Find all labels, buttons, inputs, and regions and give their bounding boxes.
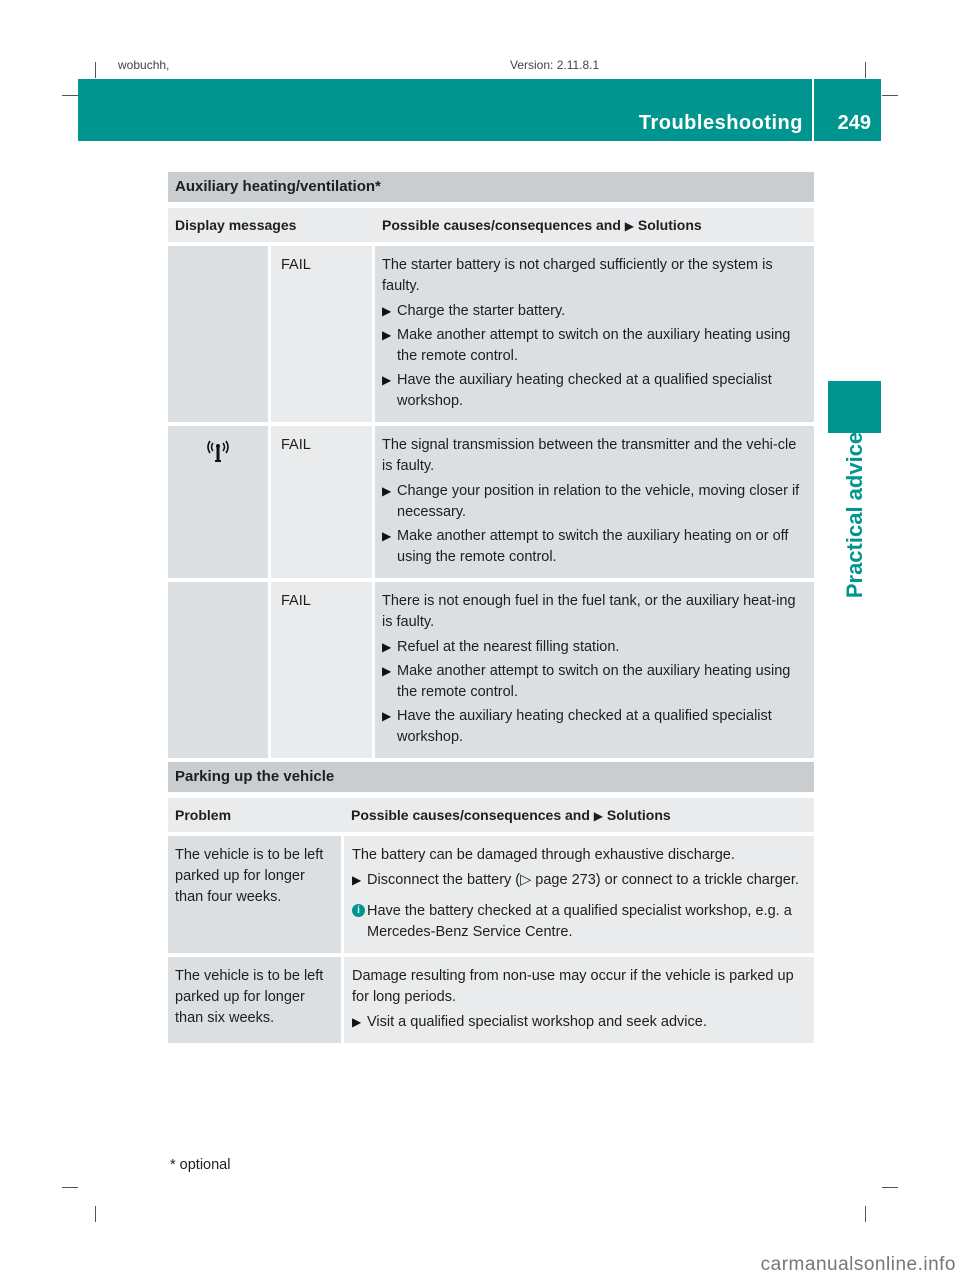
display-icon-cell <box>168 426 271 582</box>
steps-list <box>382 481 808 568</box>
step-item: ▶ Make another attempt to switch on the auxiliary heating using the remote control. <box>382 327 791 364</box>
print-meta-left: wobuchh, <box>118 58 170 72</box>
step-item: ▶ Make another attempt to switch on the auxiliary heating using the remote control. <box>382 663 791 700</box>
step-item: ▶ Charge the starter battery. <box>382 301 808 322</box>
section-title: Parking up the vehicle <box>168 762 814 792</box>
cause-text: There is not enough fuel in the fuel tank, or the auxiliary heat-ing is faulty. <box>382 593 796 630</box>
cause-text: The starter battery is not charged sufficiently or the system is faulty. <box>382 257 773 294</box>
table-row <box>168 582 814 762</box>
crop-mark <box>62 1187 78 1188</box>
crop-mark <box>95 1206 96 1222</box>
display-message: FAIL <box>271 426 375 582</box>
crop-mark <box>882 95 898 96</box>
aux-heating-table <box>168 208 814 762</box>
crop-mark <box>865 62 866 78</box>
arrow-icon: ▶ <box>382 529 392 543</box>
table-header-row <box>168 208 814 246</box>
solution-cell <box>375 582 814 762</box>
column-header-solutions <box>344 798 814 836</box>
page-number: 249 <box>837 112 871 134</box>
table-row <box>168 246 814 426</box>
info-note: i Have the battery checked at a qualified specialist workshop, e.g. a Mercedes-Benz Service Centre. <box>352 901 808 943</box>
column-header-solutions <box>375 208 814 246</box>
cause-text: The battery can be damaged through exhaustive discharge. <box>352 847 735 863</box>
problem-cell: The vehicle is to be left parked up for longer than four weeks. <box>168 836 344 957</box>
solution-cell <box>375 246 814 426</box>
column-header-text: Possible causes/consequences and <box>382 217 621 233</box>
step-item: ▶ Have the auxiliary heating checked at a qualified specialist workshop. <box>382 372 772 409</box>
column-header-problem: Problem <box>168 798 344 836</box>
cause-text: The signal transmission between the transmitter and the vehi-cle is faulty. <box>382 437 797 474</box>
display-message: FAIL <box>271 582 375 762</box>
table-header-row <box>168 798 814 836</box>
display-icon-cell <box>168 246 271 426</box>
display-icon-cell <box>168 582 271 762</box>
step-item: ▶ Make another attempt to switch the auxiliary heating on or off using the remote control. <box>382 528 789 565</box>
problem-cell: The vehicle is to be left parked up for longer than six weeks. <box>168 957 344 1047</box>
column-header-text: Solutions <box>606 807 671 823</box>
arrow-icon: ▶ <box>593 809 604 823</box>
arrow-icon: ▶ <box>624 219 635 233</box>
section-title: Auxiliary heating/ventilation* <box>168 172 814 202</box>
crop-mark <box>882 1187 898 1188</box>
solution-cell <box>375 426 814 582</box>
aux-heating-section <box>168 172 814 762</box>
column-header-text: Possible causes/consequences and <box>351 807 590 823</box>
column-header-text: Solutions <box>637 217 702 233</box>
crop-mark <box>62 95 78 96</box>
step-item: ▶ Change your position in relation to the vehicle, moving closer if necessary. <box>382 483 800 520</box>
antenna-icon <box>206 440 230 462</box>
watermark: carmanualsonline.info <box>760 1254 956 1275</box>
steps-list <box>382 637 808 748</box>
side-section-label: Practical advice <box>842 431 867 599</box>
arrow-icon: ▶ <box>352 1015 362 1029</box>
table-row <box>168 426 814 582</box>
step-item: ▶ Have the auxiliary heating checked at a qualified specialist workshop. <box>382 708 772 745</box>
arrow-icon: ▶ <box>382 640 392 654</box>
arrow-icon: ▶ <box>382 709 392 723</box>
steps-list <box>382 301 808 412</box>
page-header <box>78 79 881 141</box>
print-meta-version: Version: 2.11.8.1 <box>510 58 600 72</box>
table-row <box>168 836 814 957</box>
arrow-icon: ▶ <box>352 873 362 887</box>
parking-table <box>168 798 814 1047</box>
header-divider <box>812 79 814 141</box>
info-icon: i <box>352 904 365 917</box>
column-header-display-messages: Display messages <box>168 208 375 246</box>
step-item: ▶ Refuel at the nearest filling station. <box>382 637 808 658</box>
arrow-icon: ▶ <box>382 484 392 498</box>
crop-mark <box>95 62 96 78</box>
arrow-icon: ▶ <box>382 304 392 318</box>
arrow-icon: ▶ <box>382 373 392 387</box>
side-tab-marker <box>828 381 881 433</box>
cause-text: Damage resulting from non-use may occur if the vehicle is parked up for long periods. <box>352 968 794 1005</box>
steps-list <box>352 1012 808 1033</box>
table-row <box>168 957 814 1047</box>
display-message: FAIL <box>271 246 375 426</box>
steps-list <box>352 870 808 891</box>
arrow-icon: ▶ <box>382 664 392 678</box>
step-item: ▶ Disconnect the battery (▷ page 273) or connect to a trickle charger. <box>352 870 808 891</box>
arrow-icon: ▶ <box>382 328 392 342</box>
step-item: ▶ Visit a qualified specialist workshop and seek advice. <box>352 1012 808 1033</box>
footnote: * optional <box>170 1157 231 1173</box>
solution-cell <box>344 957 814 1047</box>
crop-mark <box>865 1206 866 1222</box>
chapter-title: Troubleshooting <box>638 112 803 134</box>
solution-cell <box>344 836 814 957</box>
parking-section <box>168 762 814 1047</box>
